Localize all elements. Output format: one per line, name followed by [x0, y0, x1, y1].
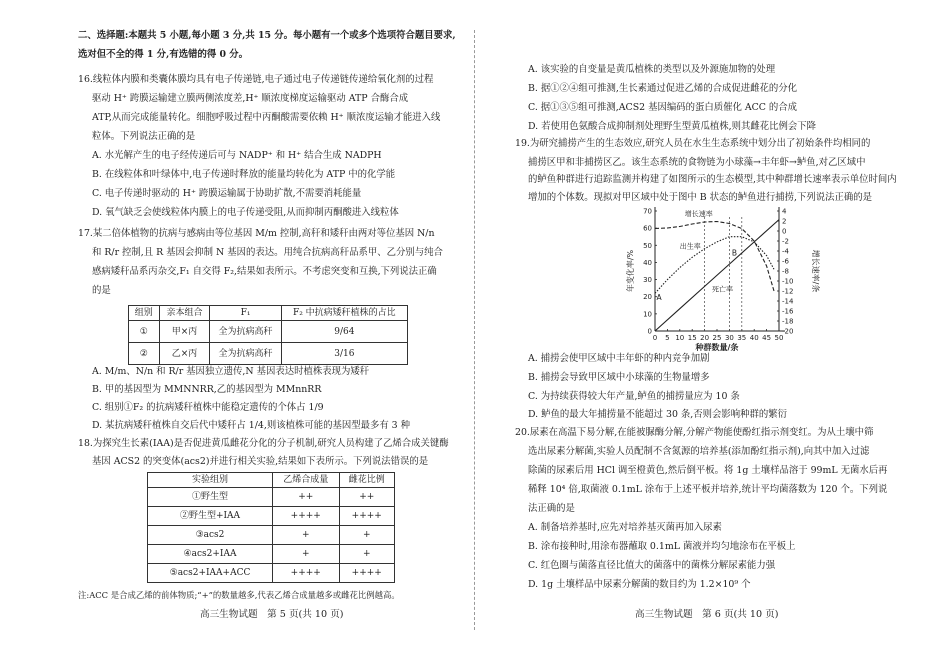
table-header: 亲本组合: [159, 306, 210, 321]
table-cell: ①野生型: [148, 488, 273, 507]
table-cell: +: [339, 526, 394, 545]
q16-line: 驱动 H⁺ 跨膜运输建立膜两侧浓度差,H⁺ 顺浓度梯度运输驱动 ATP 合酶合成: [92, 93, 409, 104]
y-right-tick-label: -2: [782, 237, 789, 246]
q17-option-d: D. 某抗病矮秆植株自交后代中矮秆占 1/4,则该植株可能的基因型最多有 3 种: [92, 420, 410, 431]
table-cell: ②野生型+IAA: [148, 507, 273, 526]
q20-line: 除菌的尿素后用 HCl 调至橙黄色,然后倒平板。将 1g 土壤样品溶于 99mL 无菌水后再: [528, 465, 888, 476]
y-right-axis-title: 增长速率/条: [811, 249, 820, 293]
q19-option-c: C. 为持续获得较大年产量,鲈鱼的捕捞量应为 10 条: [528, 391, 740, 402]
x-tick-label: 0: [652, 334, 658, 342]
q20-line: 稀释 10⁴ 倍,取菌液 0.1mL 涂布于上述平板并培养,统计平均菌落数为 120 个。下列说: [528, 484, 888, 495]
annotation-death-rate: 死亡率: [712, 285, 734, 294]
table-cell: ②: [129, 343, 160, 365]
table-cell: 9/64: [281, 321, 407, 343]
q17-line: 和 R/r 控制,且 R 基因会抑制 N 基因的表达。用纯合抗病高秆品系甲、乙分别与纯合: [92, 247, 443, 258]
section-header: 二、选择题:本题共 5 小题,每小题 3 分,共 15 分。每小题有一个或多个选项符合题目要求,: [78, 30, 456, 41]
q20-line: 20.尿素在高温下易分解,在能被脲酶分解,分解产物能使酚红指示剂变红。为从土壤中筛: [515, 427, 874, 438]
table-cell: ++++: [273, 564, 340, 583]
table-cell: ++++: [339, 564, 394, 583]
table-cell: 甲×丙: [159, 321, 210, 343]
q16-line: 16.线粒体内膜和类囊体膜均具有电子传递链,电子通过电子传递链传递给氧化剂的过程: [78, 74, 434, 85]
q17-line: 的是: [92, 285, 111, 296]
q19-line: 捕捞区甲和非捕捞区乙。该生态系统的食物链为小球藻→丰年虾→鲈鱼,对乙区域中: [528, 157, 866, 168]
q18-option-a: A. 该实验的自变量是黄瓜植株的类型以及外源施加物的处理: [528, 64, 776, 75]
q18-option-c: C. 据①③⑤组可推测,ACS2 基因编码的蛋白质催化 ACC 的合成: [528, 102, 798, 113]
q16-option-b: B. 在线粒体和叶绿体中,电子传递时释放的能量均转化为 ATP 中的化学能: [92, 169, 396, 180]
q20-option-d: D. 1g 土壤样品中尿素分解菌的数目约为 1.2×10⁹ 个: [528, 579, 751, 590]
q17-table: [128, 305, 408, 365]
q17-option-a: A. M/m、N/n 和 R/r 基因独立遗传,N 基因表达时植株表现为矮秆: [92, 366, 370, 377]
annotation-point-a: A: [656, 293, 662, 303]
y-right-tick-label: -8: [782, 267, 789, 276]
x-tick-label: 15: [687, 334, 697, 342]
x-tick-label: 20: [700, 334, 710, 342]
y-right-tick-label: -16: [782, 307, 794, 316]
y-left-tick-label: 20: [643, 293, 652, 302]
table-cell: +: [273, 545, 340, 564]
y-right-tick-label: -12: [782, 287, 794, 296]
page-footer: 高三生物试题 第 6 页(共 10 页): [635, 609, 779, 620]
table-cell: 全为抗病高秆: [210, 343, 281, 365]
q19-line: 增加的个体数。现拟对甲区域中处于图中 B 状态的鲈鱼进行捕捞,下列说法正确的是: [528, 192, 872, 203]
q16-line: ATP,从而完成能量转化。细胞呼吸过程中丙酮酸需要依赖 H⁺ 顺浓度运输才能进入线: [92, 112, 441, 123]
q18-line: 基因 ACS2 的突变体(acs2)并进行相关实验,结果如下表所示。下列说法错误的是: [92, 456, 429, 467]
annotation-point-b: B: [731, 248, 738, 258]
page-6: [475, 0, 950, 663]
series-line-增长速率: [655, 222, 774, 292]
q20-line: 选出尿素分解菌,实验人员配制不含氮源的培养基(添加酚红指示剂),向其中加入过滤: [528, 446, 870, 457]
y-right-tick-label: -14: [782, 297, 794, 306]
y-right-tick-label: -10: [782, 277, 794, 286]
table-cell: ++++: [339, 507, 394, 526]
table-cell: ④acs2+IAA: [148, 545, 273, 564]
y-left-tick-label: 60: [643, 224, 652, 233]
q16-option-a: A. 水光解产生的电子经传递后可与 NADP⁺ 和 H⁺ 结合生成 NADPH: [92, 150, 382, 161]
table-cell: ⑤acs2+IAA+ACC: [148, 564, 273, 583]
q16-option-c: C. 电子传递时驱动的 H⁺ 跨膜运输属于协助扩散,不需要消耗能量: [92, 188, 362, 199]
q20-line: 法正确的是: [528, 503, 575, 514]
x-tick-label: 30: [724, 334, 734, 342]
q19-option-d: D. 鲈鱼的最大年捕捞量不能超过 30 条,否则会影响种群的繁衍: [528, 409, 788, 420]
annotation-birth-rate: 出生率: [679, 242, 701, 251]
x-axis-title: 种群数量/条: [695, 343, 739, 352]
y-right-tick-label: -18: [782, 317, 794, 326]
table-header: 组别: [129, 306, 160, 321]
q18-line: 18.为探究生长素(IAA)是否促进黄瓜雌花分化的分子机制,研究人员构建了乙烯合成关键酶: [78, 438, 449, 449]
table-cell: +: [339, 545, 394, 564]
series-line-死亡率: [655, 220, 779, 331]
table-cell: ++++: [273, 507, 340, 526]
population-chart: [623, 203, 823, 352]
x-tick-label: 35: [737, 334, 747, 342]
q19-option-a: A. 捕捞会使甲区域中丰年虾的种内竞争加剧: [528, 353, 710, 364]
y-right-tick-label: -20: [782, 327, 794, 336]
y-right-tick-label: 2: [782, 217, 787, 226]
table-header: 乙烯合成量: [273, 473, 340, 488]
y-right-tick-label: 0: [782, 227, 787, 236]
q17-option-b: B. 甲的基因型为 MMNNRR,乙的基因型为 MMnnRR: [92, 384, 322, 395]
q20-option-c: C. 红色圈与菌落直径比值大的菌落中的菌株分解尿素能力强: [528, 560, 776, 571]
y-left-tick-label: 30: [643, 276, 652, 285]
annotation-growth-rate: 增长速率: [684, 210, 713, 219]
x-tick-label: 50: [774, 334, 784, 342]
x-tick-label: 40: [749, 334, 759, 342]
table-cell: ++: [339, 488, 394, 507]
table-cell: 3/16: [281, 343, 407, 365]
q19-line: 的鲈鱼种群进行追踪监测并构建了如图所示的生态模型,其中种群增长速率表示单位时间内: [528, 174, 897, 185]
table-header: F₁: [210, 306, 281, 321]
q18-option-b: B. 据①②④组可推测,生长素通过促进乙烯的合成促进雌花的分化: [528, 83, 797, 94]
q17-line: 感病矮秆品系丙杂交,F₁ 自交得 F₂,结果如表所示。不考虑突变和互换,下列说法正确: [92, 266, 437, 277]
page-footer: 高三生物试题 第 5 页(共 10 页): [200, 609, 344, 620]
table-cell: ①: [129, 321, 160, 343]
y-left-tick-label: 40: [643, 258, 652, 267]
table-cell: +: [273, 526, 340, 545]
x-tick-label: 10: [675, 334, 685, 342]
q19-option-b: B. 捕捞会导致甲区域中小球藻的生物量增多: [528, 372, 710, 383]
y-left-tick-label: 50: [643, 241, 652, 250]
x-tick-label: 25: [712, 334, 722, 342]
y-left-tick-label: 10: [643, 310, 652, 319]
y-left-axis-title: 年变化率/%: [626, 249, 635, 293]
table-cell: ++: [273, 488, 340, 507]
table-cell: 乙×丙: [159, 343, 210, 365]
table-header: F₂ 中抗病矮秆植株的占比: [281, 306, 407, 321]
q19-line: 19.为研究捕捞产生的生态效应,研究人员在水生生态系统中划分出了初始条件均相同的: [515, 138, 871, 149]
q20-option-a: A. 制备培养基时,应先对培养基灭菌再加入尿素: [528, 522, 722, 533]
y-left-tick-label: 0: [647, 327, 652, 336]
q17-option-c: C. 组别①F₂ 的抗病矮秆植株中能稳定遗传的个体占 1/9: [92, 402, 324, 413]
q16-line: 粒体。下列说法正确的是: [92, 131, 196, 142]
q18-note: 注:ACC 是合成乙烯的前体物质;“+”的数量越多,代表乙烯合成量越多或雌花比例越高。: [78, 590, 400, 600]
table-header: 雌花比例: [339, 473, 394, 488]
q20-option-b: B. 涂布接种时,用涂布器蘸取 0.1mL 菌液并均匀地涂布在平板上: [528, 541, 796, 552]
table-cell: 全为抗病高秆: [210, 321, 281, 343]
y-right-tick-label: -4: [782, 247, 789, 256]
q18-option-d: D. 若使用色氨酸合成抑制剂处理野生型黄瓜植株,则其雌花比例会下降: [528, 121, 816, 132]
x-tick-label: 45: [762, 334, 772, 342]
section-header-cont: 选对但不全的得 1 分,有选错的得 0 分。: [78, 49, 248, 60]
y-right-tick-label: -6: [782, 257, 789, 266]
table-cell: ③acs2: [148, 526, 273, 545]
y-left-tick-label: 70: [643, 207, 652, 216]
x-tick-label: 5: [665, 334, 670, 342]
q16-option-d: D. 氧气缺乏会使线粒体内膜上的电子传递受阻,从而抑制丙酮酸进入线粒体: [92, 207, 399, 218]
table-header: 实验组别: [148, 473, 273, 488]
q17-line: 17.某二倍体植物的抗病与感病由等位基因 M/m 控制,高秆和矮秆由两对等位基因 N/n: [78, 228, 435, 239]
q18-table: [147, 472, 395, 583]
y-right-tick-label: 4: [782, 207, 787, 216]
